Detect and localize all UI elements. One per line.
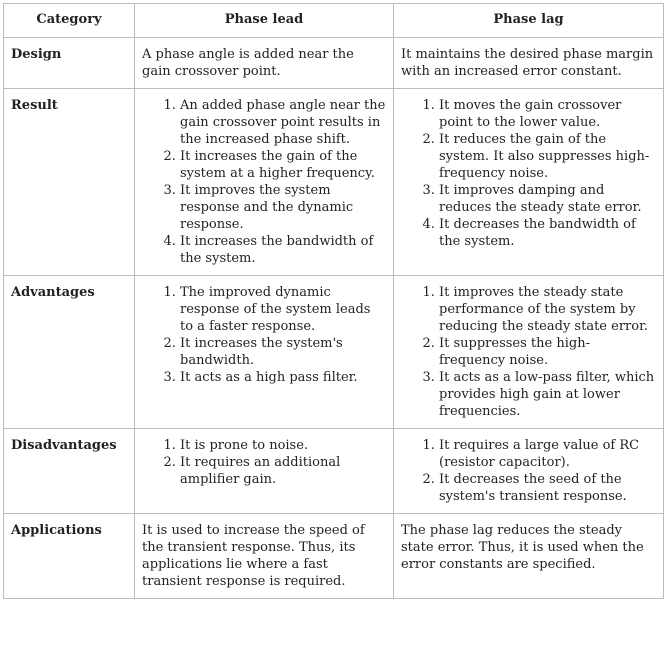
header-row — [4, 4, 664, 38]
category-cell: Result — [4, 89, 135, 276]
phase-lag-cell — [394, 276, 664, 429]
list-item: 1. It moves the gain crossover point to the lower value. — [439, 97, 656, 131]
list-item: 3. It acts as a high pass filter. — [180, 369, 386, 386]
list-item: 1. The improved dynamic response of the system leads to a faster response. — [180, 284, 386, 335]
list-item: 1. It improves the steady state performance of the system by reducing the steady state error. — [439, 284, 656, 335]
phase-lag-cell — [394, 429, 664, 514]
list-item: 2. It increases the system's bandwidth. — [180, 335, 386, 369]
category-cell: Disadvantages — [4, 429, 135, 514]
table-row-result — [4, 89, 664, 276]
list-item: 2. It increases the gain of the system at a higher frequency. — [180, 148, 386, 182]
comparison-table — [3, 3, 664, 599]
phase-lead-cell — [135, 89, 394, 276]
list-item: 3. It improves damping and reduces the steady state error. — [439, 182, 656, 216]
category-cell: Design — [4, 38, 135, 89]
numbered-list — [142, 437, 386, 488]
phase-lead-cell — [135, 429, 394, 514]
list-item: 2. It reduces the gain of the system. It also suppresses high-frequency noise. — [439, 131, 656, 182]
table-row-design — [4, 38, 664, 89]
phase-lag-cell — [394, 89, 664, 276]
table-row-advantages — [4, 276, 664, 429]
list-item: 1. An added phase angle near the gain crossover point results in the increased phase shift. — [180, 97, 386, 148]
category-cell: Applications — [4, 514, 135, 599]
table-row-disadvantages — [4, 429, 664, 514]
list-item: 2. It requires an additional amplifier gain. — [180, 454, 386, 488]
phase-lag-cell: The phase lag reduces the steady state error. Thus, it is used when the error constants are specified. — [394, 514, 664, 599]
list-item: 1. It is prone to noise. — [180, 437, 386, 454]
numbered-list — [142, 284, 386, 386]
header-category: Category — [4, 4, 135, 38]
header-phase-lead: Phase lead — [135, 4, 394, 38]
list-item: 3. It acts as a low-pass filter, which provides high gain at lower frequencies. — [439, 369, 656, 420]
phase-lead-cell — [135, 276, 394, 429]
table-row-applications — [4, 514, 664, 599]
header-phase-lag: Phase lag — [394, 4, 664, 38]
numbered-list — [401, 284, 656, 420]
list-item: 4. It decreases the bandwidth of the system. — [439, 216, 656, 250]
numbered-list — [142, 97, 386, 267]
phase-lag-cell: It maintains the desired phase margin with an increased error constant. — [394, 38, 664, 89]
list-item: 4. It increases the bandwidth of the system. — [180, 233, 386, 267]
numbered-list — [401, 437, 656, 505]
list-item: 1. It requires a large value of RC (resistor capacitor). — [439, 437, 656, 471]
category-cell: Advantages — [4, 276, 135, 429]
list-item: 3. It improves the system response and the dynamic response. — [180, 182, 386, 233]
list-item: 2. It decreases the seed of the system's transient response. — [439, 471, 656, 505]
list-item: 2. It suppresses the high-frequency noise. — [439, 335, 656, 369]
phase-lead-cell: A phase angle is added near the gain crossover point. — [135, 38, 394, 89]
numbered-list — [401, 97, 656, 250]
phase-lead-cell: It is used to increase the speed of the transient response. Thus, its applications lie where a fast transient response is required. — [135, 514, 394, 599]
